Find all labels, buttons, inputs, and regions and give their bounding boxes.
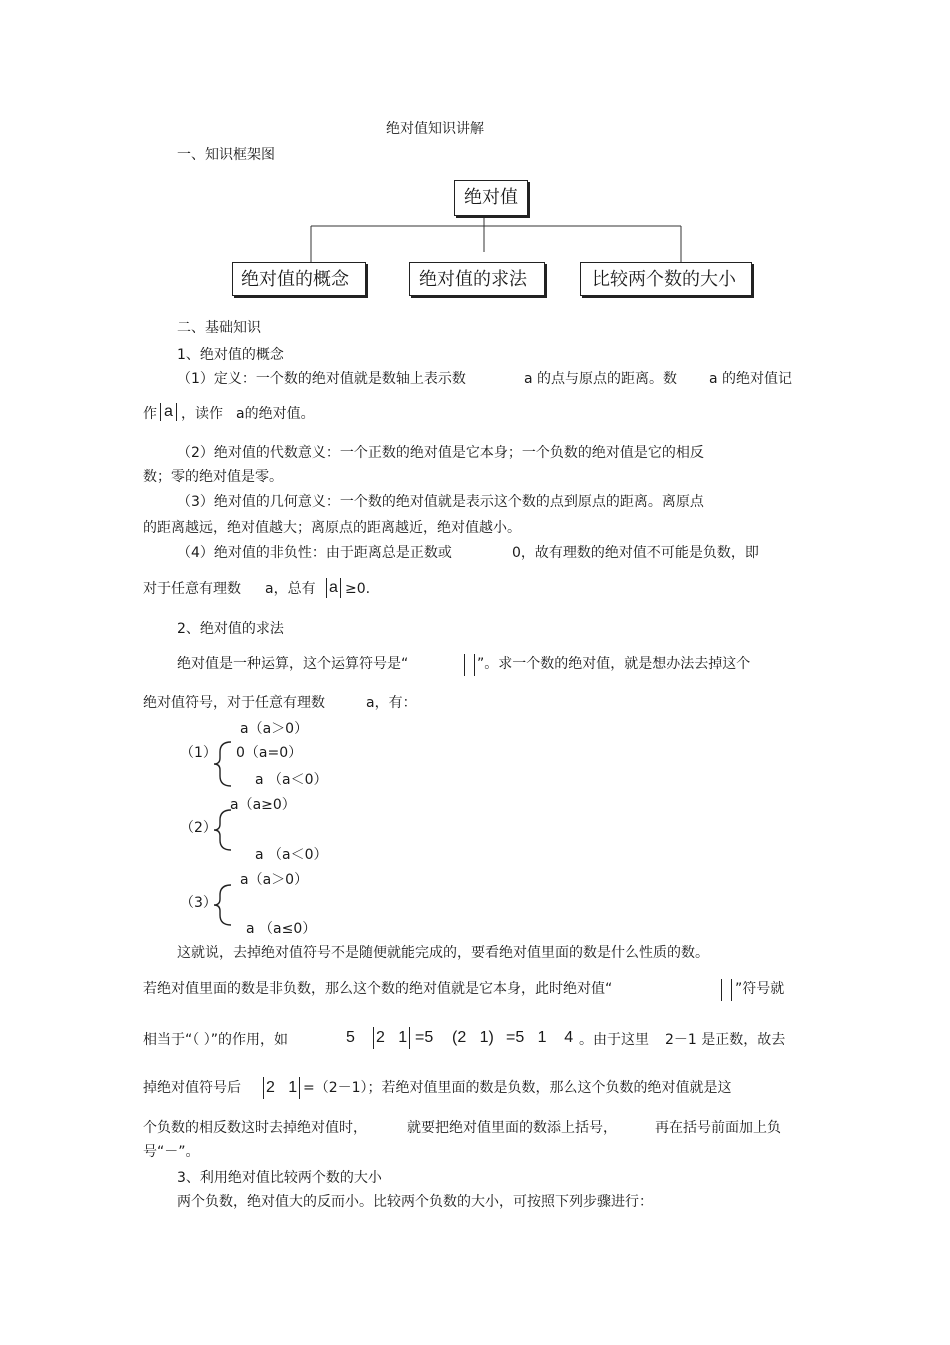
definition-part-a: （1）定义：一个数的绝对值就是数轴上表示数 [177, 371, 466, 387]
explanation-line4-part-b: =（2－1）；若绝对值里面的数是负数，那么这个负数的绝对值就是这 [303, 1080, 732, 1096]
case2-line1: a（a≥0） [230, 797, 296, 813]
diagram-root-box: 绝对值 [454, 180, 528, 216]
example-result: =5 1 4 [506, 1029, 574, 1046]
abs-bar-right [731, 979, 732, 1001]
case2-line2: a （a＜0） [255, 847, 328, 863]
abs-bar-right [299, 1077, 300, 1099]
diagram-child-concept: 绝对值的概念 [232, 262, 366, 296]
compare-paragraph: 两个负数，绝对值大的反而小。比较两个负数的大小，可按照下列步骤进行： [177, 1194, 653, 1210]
abs-expression-text: 2 1 [266, 1079, 298, 1097]
case3-label: （3） [180, 895, 217, 911]
case2-label: （2） [180, 820, 217, 836]
section2-heading: 二、基础知识 [177, 320, 261, 336]
abs-bar-right [409, 1027, 410, 1049]
definition-part-d: 作 [143, 406, 157, 422]
explanation-line2-part-b: ”符号就 [735, 981, 785, 997]
abs-expression-text: 2 1 [376, 1029, 408, 1047]
abs-bar-left [263, 1077, 264, 1099]
explanation-line3-part-b: 。由于这里 [579, 1032, 649, 1048]
sub2-heading: 2、绝对值的求法 [177, 621, 284, 637]
abs-operator-symbol-2 [721, 979, 732, 1001]
definition-part-b: a 的点与原点的距离。数 [524, 371, 678, 387]
explanation-line5-part-a: 个负数的相反数这时去掉绝对值时， [143, 1120, 367, 1136]
explanation-line5-part-b: 就要把绝对值里面的数添上括号， [407, 1120, 617, 1136]
explanation-line6: 号“－”。 [143, 1144, 200, 1160]
explanation-line3-part-c: 2－1 是正数，故去 [665, 1032, 786, 1048]
case1-line2: 0（a=0） [236, 745, 303, 761]
section1-heading: 一、知识框架图 [177, 147, 275, 163]
sub3-heading: 3、利用绝对值比较两个数的大小 [177, 1170, 382, 1186]
method-para-part-b: ”。求一个数的绝对值，就是想办法去掉这个 [477, 656, 751, 672]
example-equals-five: =5 [415, 1029, 434, 1046]
page-title: 绝对值知识讲解 [386, 121, 484, 137]
example-abs-expression [373, 1027, 410, 1049]
explanation-line3-part-a: 相当于“（ ）”的作用，如 [143, 1032, 288, 1048]
geometric-meaning-line1: （3）绝对值的几何意义：一个数的绝对值就是表示这个数的点到原点的距离。离原点 [177, 494, 704, 510]
nonnegativity-part-a: （4）绝对值的非负性：由于距离总是正数或 [177, 545, 452, 561]
definition-part-f: a的绝对值。 [236, 406, 315, 422]
diagram-child-method: 绝对值的求法 [409, 262, 545, 296]
sub1-heading: 1、绝对值的概念 [177, 347, 284, 363]
algebraic-meaning-line1: （2）绝对值的代数意义：一个正数的绝对值是它本身；一个负数的绝对值是它的相反 [177, 445, 704, 461]
nonnegativity-part-e: ≥0. [345, 581, 371, 597]
explanation-line5-part-c: 再在括号前面加上负 [655, 1120, 781, 1136]
nonnegativity-part-b: 0，故有理数的绝对值不可能是负数，即 [512, 545, 759, 561]
case1-line3: a （a＜0） [255, 772, 328, 788]
definition-part-c: a 的绝对值记 [709, 371, 793, 387]
abs-bar-left [373, 1027, 374, 1049]
method-para-part-c: 绝对值符号，对于任意有理数 [143, 695, 325, 711]
algebraic-meaning-line2: 数；零的绝对值是零。 [143, 469, 283, 485]
abs-bar-left [721, 979, 722, 1001]
nonnegativity-part-c: 对于任意有理数 [143, 581, 241, 597]
example-paren-expression: (2 1) [452, 1029, 494, 1046]
example-abs-expression-2 [263, 1077, 300, 1099]
nonnegativity-part-d: a，总有 [265, 581, 316, 597]
abs-a-symbol: a [164, 403, 173, 421]
example-five: 5 [346, 1029, 355, 1046]
abs-a-symbol: a [329, 579, 338, 597]
case3-line2: a （a≤0） [246, 921, 317, 937]
explanation-line2-part-a: 若绝对值里面的数是非负数，那么这个数的绝对值就是它本身，此时绝对值“ [143, 981, 613, 997]
method-para-part-a: 绝对值是一种运算，这个运算符号是“ [177, 656, 409, 672]
explanation-line4-part-a: 掉绝对值符号后 [143, 1080, 241, 1096]
case3-line1: a（a＞0） [240, 872, 309, 888]
explanation-line1: 这就说，去掉绝对值符号不是随便就能完成的，要看绝对值里面的数是什么性质的数。 [177, 945, 709, 961]
definition-part-e: ，读作 [181, 406, 223, 422]
diagram-child-compare: 比较两个数的大小 [580, 262, 752, 296]
method-para-part-d: a，有： [366, 695, 417, 711]
geometric-meaning-line2: 的距离越远，绝对值越大；离原点的距离越近，绝对值越小。 [143, 520, 521, 536]
case1-label: （1） [180, 745, 217, 761]
case1-line1: a（a＞0） [240, 721, 309, 737]
